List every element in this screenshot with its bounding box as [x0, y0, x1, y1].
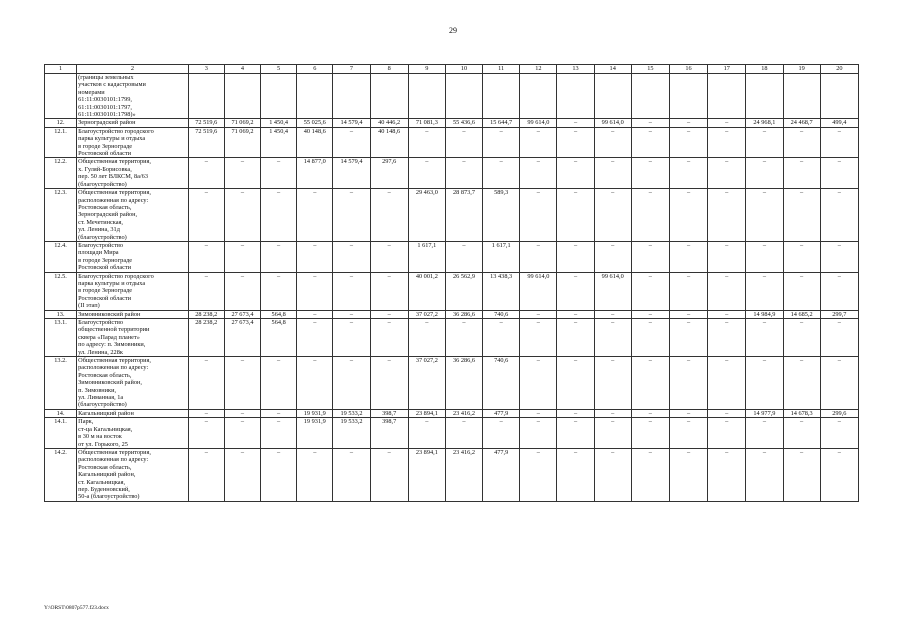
value-cell: –	[445, 127, 482, 158]
object-name-cell: Общественная территория, расположенная по адресу: Ростовская область, Зерноградский район, ст. Мечетинская, ул. Ленина, 31д (благоустройство)	[77, 189, 189, 242]
value-cell: –	[297, 272, 333, 310]
value-cell: –	[333, 310, 370, 318]
value-cell: –	[188, 357, 224, 410]
column-number-cell: 7	[333, 65, 370, 74]
value-cell: –	[669, 272, 707, 310]
value-cell: –	[783, 158, 820, 189]
value-cell	[594, 74, 631, 119]
value-cell: –	[333, 357, 370, 410]
table-row	[45, 272, 859, 310]
value-cell: –	[224, 272, 260, 310]
value-cell	[297, 74, 333, 119]
row-number-cell: 14.	[45, 409, 77, 417]
value-cell: –	[669, 310, 707, 318]
value-cell	[746, 74, 783, 119]
value-cell: –	[783, 448, 820, 501]
value-cell: –	[669, 241, 707, 272]
value-cell: –	[594, 241, 631, 272]
value-cell: –	[708, 310, 746, 318]
value-cell: –	[708, 272, 746, 310]
value-cell: –	[631, 448, 669, 501]
value-cell: 28 238,2	[188, 310, 224, 318]
value-cell: 37 027,2	[408, 310, 445, 318]
value-cell: –	[631, 409, 669, 417]
value-cell: –	[224, 241, 260, 272]
value-cell: –	[631, 319, 669, 357]
column-number-cell: 1	[45, 65, 77, 74]
value-cell: –	[557, 310, 594, 318]
value-cell: 40 148,6	[297, 127, 333, 158]
object-name-cell: Зерноградский район	[77, 119, 189, 127]
value-cell: –	[224, 418, 260, 449]
value-cell: –	[224, 448, 260, 501]
value-cell: –	[297, 189, 333, 242]
table-row	[45, 74, 859, 119]
value-cell: 40 148,6	[370, 127, 408, 158]
column-number-cell: 3	[188, 65, 224, 74]
value-cell: –	[631, 241, 669, 272]
value-cell: 13 438,3	[483, 272, 520, 310]
value-cell: 71 069,2	[224, 119, 260, 127]
value-cell	[483, 74, 520, 119]
value-cell: –	[297, 448, 333, 501]
value-cell: –	[370, 310, 408, 318]
object-name-cell: Парк, ст-ца Кагальницкая, в 30 м на восток от ул. Горького, 25	[77, 418, 189, 449]
page-number: 29	[449, 26, 457, 35]
column-number-row	[45, 65, 859, 74]
value-cell: –	[224, 158, 260, 189]
value-cell	[708, 74, 746, 119]
value-cell: –	[746, 448, 783, 501]
value-cell: –	[631, 310, 669, 318]
value-cell: 398,7	[370, 409, 408, 417]
value-cell: 27 673,4	[224, 310, 260, 318]
value-cell: 55 436,6	[445, 119, 482, 127]
row-number-cell: 13.1.	[45, 319, 77, 357]
value-cell: 23 894,1	[408, 409, 445, 417]
value-cell: –	[370, 357, 408, 410]
value-cell: 19 533,2	[333, 418, 370, 449]
value-cell: –	[224, 357, 260, 410]
value-cell: –	[669, 448, 707, 501]
value-cell	[520, 74, 557, 119]
value-cell: –	[631, 119, 669, 127]
value-cell: 71 069,2	[224, 127, 260, 158]
column-number-cell: 5	[261, 65, 297, 74]
value-cell: –	[224, 189, 260, 242]
table-row	[45, 127, 859, 158]
value-cell: 499,4	[820, 119, 858, 127]
value-cell: –	[483, 319, 520, 357]
value-cell: –	[669, 357, 707, 410]
column-number-cell: 16	[669, 65, 707, 74]
row-number-cell: 13.2.	[45, 357, 77, 410]
value-cell: –	[333, 319, 370, 357]
value-cell: –	[333, 189, 370, 242]
value-cell: 19 533,2	[333, 409, 370, 417]
value-cell: –	[297, 319, 333, 357]
value-cell: –	[820, 272, 858, 310]
value-cell: –	[708, 409, 746, 417]
value-cell: –	[408, 319, 445, 357]
column-number-cell: 4	[224, 65, 260, 74]
value-cell: –	[746, 418, 783, 449]
value-cell: –	[188, 409, 224, 417]
row-number-cell: 12.4.	[45, 241, 77, 272]
value-cell: 55 025,6	[297, 119, 333, 127]
value-cell: –	[708, 189, 746, 242]
value-cell: 14 579,4	[333, 119, 370, 127]
column-number-cell: 11	[483, 65, 520, 74]
table-row	[45, 158, 859, 189]
object-name-cell: Кагальницкий район	[77, 409, 189, 417]
value-cell: –	[408, 158, 445, 189]
file-path-footer: Y:\ORST\0807p577.f23.docx	[44, 605, 109, 611]
value-cell: 24 968,1	[746, 119, 783, 127]
value-cell: 99 614,0	[594, 119, 631, 127]
value-cell: –	[557, 409, 594, 417]
table-row	[45, 119, 859, 127]
value-cell: –	[746, 319, 783, 357]
value-cell: –	[631, 189, 669, 242]
value-cell: –	[520, 310, 557, 318]
value-cell: –	[708, 119, 746, 127]
value-cell: –	[520, 127, 557, 158]
value-cell: –	[783, 319, 820, 357]
value-cell: –	[188, 418, 224, 449]
value-cell: –	[370, 319, 408, 357]
value-cell: 26 562,9	[445, 272, 482, 310]
value-cell: –	[188, 448, 224, 501]
value-cell: –	[333, 127, 370, 158]
value-cell: –	[520, 319, 557, 357]
value-cell: –	[708, 127, 746, 158]
value-cell: –	[261, 272, 297, 310]
value-cell: –	[783, 357, 820, 410]
value-cell: –	[708, 158, 746, 189]
column-number-cell: 12	[520, 65, 557, 74]
row-number-cell: 12.5.	[45, 272, 77, 310]
value-cell: 24 468,7	[783, 119, 820, 127]
table-row	[45, 409, 859, 417]
value-cell: –	[820, 448, 858, 501]
value-cell: –	[783, 189, 820, 242]
value-cell	[333, 74, 370, 119]
value-cell: 19 931,9	[297, 418, 333, 449]
value-cell: 14 678,3	[783, 409, 820, 417]
value-cell: 589,3	[483, 189, 520, 242]
value-cell: 40 001,2	[408, 272, 445, 310]
value-cell: –	[631, 127, 669, 158]
column-number-cell: 13	[557, 65, 594, 74]
object-name-cell: Общественная территория, расположенная по адресу: Ростовская область, Кагальницкий район, ст. Кагальницкая, пер. Буденновский, 50-а (благоустройство)	[77, 448, 189, 501]
value-cell: –	[594, 310, 631, 318]
value-cell: –	[557, 448, 594, 501]
value-cell: –	[557, 127, 594, 158]
value-cell	[557, 74, 594, 119]
value-cell: –	[820, 357, 858, 410]
table-body	[45, 65, 859, 502]
value-cell: –	[783, 272, 820, 310]
value-cell: –	[669, 418, 707, 449]
value-cell: 740,6	[483, 357, 520, 410]
value-cell: 37 027,2	[408, 357, 445, 410]
value-cell: 297,6	[370, 158, 408, 189]
value-cell: 14 877,0	[297, 158, 333, 189]
value-cell: 23 416,2	[445, 409, 482, 417]
value-cell	[783, 74, 820, 119]
value-cell: –	[188, 189, 224, 242]
value-cell: 14 977,9	[746, 409, 783, 417]
value-cell	[408, 74, 445, 119]
value-cell: –	[483, 158, 520, 189]
value-cell: 27 673,4	[224, 319, 260, 357]
table-row	[45, 241, 859, 272]
value-cell: –	[520, 418, 557, 449]
value-cell	[261, 74, 297, 119]
value-cell: –	[746, 158, 783, 189]
value-cell: –	[261, 241, 297, 272]
value-cell: –	[408, 127, 445, 158]
value-cell: –	[594, 127, 631, 158]
value-cell: 14 685,2	[783, 310, 820, 318]
value-cell	[445, 74, 482, 119]
value-cell: –	[557, 357, 594, 410]
value-cell	[188, 74, 224, 119]
value-cell: 564,8	[261, 319, 297, 357]
column-number-cell: 15	[631, 65, 669, 74]
value-cell: –	[188, 158, 224, 189]
row-number-cell: 12.1.	[45, 127, 77, 158]
value-cell: 29 463,0	[408, 189, 445, 242]
value-cell: –	[520, 241, 557, 272]
object-name-cell: (границы земельных участков с кадастровыми номерами 61:11:0030101:1799, 61:11:0030101:1797, 61:11:0030101:1798)»	[77, 74, 189, 119]
value-cell: –	[188, 241, 224, 272]
value-cell: –	[188, 272, 224, 310]
value-cell: –	[631, 272, 669, 310]
value-cell: –	[483, 127, 520, 158]
value-cell: 740,6	[483, 310, 520, 318]
table-row	[45, 189, 859, 242]
row-number-cell: 14.2.	[45, 448, 77, 501]
value-cell: –	[370, 189, 408, 242]
value-cell: 14 984,9	[746, 310, 783, 318]
value-cell: –	[708, 448, 746, 501]
row-number-cell: 12.	[45, 119, 77, 127]
value-cell: –	[557, 189, 594, 242]
value-cell: –	[783, 241, 820, 272]
column-number-cell: 14	[594, 65, 631, 74]
value-cell: –	[669, 189, 707, 242]
value-cell: –	[297, 310, 333, 318]
value-cell: –	[746, 127, 783, 158]
value-cell: 19 931,9	[297, 409, 333, 417]
value-cell: –	[594, 409, 631, 417]
row-number-cell	[45, 74, 77, 119]
value-cell: 99 614,0	[520, 119, 557, 127]
value-cell	[370, 74, 408, 119]
value-cell: 477,9	[483, 448, 520, 501]
value-cell: –	[669, 409, 707, 417]
value-cell: 72 519,6	[188, 119, 224, 127]
value-cell: 71 081,3	[408, 119, 445, 127]
table-row	[45, 418, 859, 449]
value-cell: 1 617,1	[408, 241, 445, 272]
value-cell: 15 644,7	[483, 119, 520, 127]
value-cell: 398,7	[370, 418, 408, 449]
value-cell: –	[261, 418, 297, 449]
value-cell: –	[746, 189, 783, 242]
object-name-cell: Благоустройство площади Мира в городе Зернограде Ростовской области	[77, 241, 189, 272]
value-cell: 14 579,4	[333, 158, 370, 189]
value-cell: –	[297, 241, 333, 272]
object-name-cell: Зимовниковский район	[77, 310, 189, 318]
column-number-cell: 19	[783, 65, 820, 74]
value-cell: –	[445, 418, 482, 449]
value-cell: –	[594, 319, 631, 357]
column-number-cell: 20	[820, 65, 858, 74]
value-cell: –	[594, 189, 631, 242]
value-cell: 564,8	[261, 310, 297, 318]
row-number-cell: 12.3.	[45, 189, 77, 242]
value-cell: –	[631, 418, 669, 449]
value-cell: –	[669, 319, 707, 357]
value-cell: –	[520, 189, 557, 242]
value-cell: –	[445, 158, 482, 189]
value-cell: –	[370, 241, 408, 272]
value-cell: –	[370, 272, 408, 310]
value-cell: –	[746, 272, 783, 310]
object-name-cell: Благоустройство общественной территории сквера «Парад планет» по адресу: п. Зимовники, ул. Ленина, 228к	[77, 319, 189, 357]
value-cell: –	[370, 448, 408, 501]
value-cell: –	[520, 409, 557, 417]
column-number-cell: 2	[77, 65, 189, 74]
row-number-cell: 12.2.	[45, 158, 77, 189]
value-cell: –	[669, 119, 707, 127]
value-cell: –	[520, 357, 557, 410]
value-cell: –	[746, 241, 783, 272]
value-cell: –	[820, 319, 858, 357]
value-cell: –	[520, 158, 557, 189]
column-number-cell: 17	[708, 65, 746, 74]
value-cell: –	[783, 127, 820, 158]
table-row	[45, 319, 859, 357]
value-cell: –	[557, 241, 594, 272]
value-cell: –	[669, 127, 707, 158]
row-number-cell: 14.1.	[45, 418, 77, 449]
value-cell: 99 614,0	[520, 272, 557, 310]
value-cell: –	[557, 319, 594, 357]
column-number-cell: 9	[408, 65, 445, 74]
column-number-cell: 8	[370, 65, 408, 74]
value-cell: –	[445, 319, 482, 357]
value-cell: –	[820, 127, 858, 158]
object-name-cell: Благоустройство городского парка культуры и отдыха в городе Зернограде Ростовской области (II этап)	[77, 272, 189, 310]
value-cell: –	[557, 119, 594, 127]
value-cell: –	[520, 448, 557, 501]
value-cell: –	[261, 448, 297, 501]
value-cell: –	[261, 357, 297, 410]
object-name-cell: Благоустройство городского парка культуры и отдыха в городе Зернограде Ростовской области	[77, 127, 189, 158]
value-cell: –	[333, 448, 370, 501]
value-cell: –	[708, 241, 746, 272]
value-cell: –	[594, 158, 631, 189]
value-cell: –	[669, 158, 707, 189]
value-cell	[224, 74, 260, 119]
value-cell: –	[594, 448, 631, 501]
value-cell: 36 286,6	[445, 310, 482, 318]
value-cell: 299,7	[820, 310, 858, 318]
value-cell: 28 873,7	[445, 189, 482, 242]
value-cell: –	[445, 241, 482, 272]
value-cell: 299,6	[820, 409, 858, 417]
table-row	[45, 310, 859, 318]
value-cell	[669, 74, 707, 119]
value-cell: –	[261, 409, 297, 417]
value-cell: 1 450,4	[261, 119, 297, 127]
value-cell: 23 894,1	[408, 448, 445, 501]
table-row	[45, 448, 859, 501]
value-cell: –	[820, 158, 858, 189]
column-number-cell: 10	[445, 65, 482, 74]
value-cell: –	[557, 272, 594, 310]
value-cell: –	[708, 418, 746, 449]
value-cell	[631, 74, 669, 119]
value-cell: 40 446,2	[370, 119, 408, 127]
value-cell: –	[557, 418, 594, 449]
column-number-cell: 6	[297, 65, 333, 74]
value-cell	[820, 74, 858, 119]
value-cell: –	[483, 418, 520, 449]
value-cell: 1 450,4	[261, 127, 297, 158]
value-cell: –	[708, 319, 746, 357]
value-cell: 1 617,1	[483, 241, 520, 272]
value-cell: 36 286,6	[445, 357, 482, 410]
value-cell: 23 416,2	[445, 448, 482, 501]
value-cell: –	[594, 357, 631, 410]
value-cell: 28 238,2	[188, 319, 224, 357]
value-cell: –	[224, 409, 260, 417]
value-cell: 477,9	[483, 409, 520, 417]
object-name-cell: Общественная территория, расположенная по адресу: Ростовская область, Зимовниковский район, п. Зимовники, ул. Лиманная, 1а (благоустройство)	[77, 357, 189, 410]
value-cell: 99 614,0	[594, 272, 631, 310]
column-number-cell: 18	[746, 65, 783, 74]
value-cell: –	[297, 357, 333, 410]
row-number-cell: 13.	[45, 310, 77, 318]
value-cell: –	[261, 158, 297, 189]
table-row	[45, 357, 859, 410]
value-cell: –	[783, 418, 820, 449]
value-cell: –	[746, 357, 783, 410]
value-cell: –	[820, 189, 858, 242]
value-cell: –	[557, 158, 594, 189]
value-cell: –	[261, 189, 297, 242]
value-cell: –	[594, 418, 631, 449]
value-cell: –	[333, 241, 370, 272]
value-cell: –	[820, 418, 858, 449]
value-cell: 72 519,6	[188, 127, 224, 158]
budget-table	[44, 64, 859, 502]
value-cell: –	[408, 418, 445, 449]
value-cell: –	[708, 357, 746, 410]
budget-table-container	[44, 64, 859, 502]
value-cell: –	[631, 158, 669, 189]
value-cell: –	[631, 357, 669, 410]
object-name-cell: Общественная территория, х. Гуляй-Борисовка, пер. 50 лет ВЛКСМ, 8а/63 (благоустройство)	[77, 158, 189, 189]
value-cell: –	[820, 241, 858, 272]
value-cell: –	[333, 272, 370, 310]
